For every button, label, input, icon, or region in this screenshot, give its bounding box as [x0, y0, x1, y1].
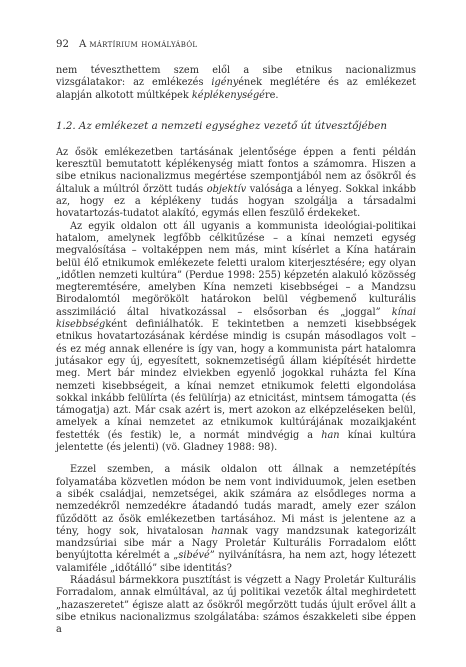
paragraph-gap [56, 454, 416, 464]
book-page [56, 38, 416, 636]
emphasis-text: han [321, 429, 340, 441]
emphasis-text: kínai kisebbség [56, 306, 416, 331]
page-number: 92 [56, 39, 69, 50]
emphasis-text: han [211, 525, 230, 537]
paragraph: Ráadásul bármekkora pusztítást is végzett a Nagy Proletár Kulturális Forradalom, annak elmúltával, az új politikai vezetők által meghirdetett „hazaszeretet” égisze alatt az ősökről megőrzött tudás újult erővel állt a sibe etnikus nacionalizmus szolgálatába: számos északkeleti sibe éppen a [56, 574, 416, 636]
running-header [56, 38, 416, 51]
paragraph-continuation: nem téveszthettem szem elől a sibe etnikus nacionalizmus vizsgálatakor: az emlékezés igényének meglétére és az emlékezet alapján alkotott múltképek képlékenységére. [56, 65, 416, 101]
paragraph: Az egyik oldalon ott áll ugyanis a kommunista ideológiai-politikai hatalom, amelynek legfőbb célkitűzése – a kínai nemzeti egység megvalósítása – voltaképpen nem más, mint kísérlet a Kína határain belül élő etnikumok emlékezete feletti uralom kiterjesztésére; egy olyan „időtlen nemzeti kultúra” (Perdue 1998: 255) képzetén alakuló közösség megteremtésére, amelyben Kína nemzeti kisebbségei – a Mandzsu Birodalomtól megörökölt határokon belül végbemenő kulturális asszimiláció által hivatkozással – elsősorban és „joggal” kínai kisebbségként definiálhatók. E tekintetben a nemzeti kisebbségek etnikus hovatartozásának kérdése mindig is csupán másodlagos volt – és ez még annak ellenére is így van, hogy a kommunista párt hatalomra jutásakor egy új, egyesített, soknemzetiségű állam kiépítését hirdette meg. Mert bár mindez elviekben egyenlő jogokkal ruházta fel Kína nemzeti kisebbségeit, a kínai nemzet etnikumok feletti elgondolása sokkal inkább felülírta (és felülírja) az etnicitást, mintsem támogatta (és támogatja) azt. Már csak azért is, mert azokon az elképzeléseken belül, amelyek a kínai nemzetet az etnikumok kultúrájának mozaikjaként festették (és festik) le, a normát mindvégig a han kínai kultúra jelentette (és jelenti) (vö. Gladney 1988: 98). [56, 220, 416, 454]
running-title: mártírium homályából [89, 39, 198, 50]
emphasis-text: objektív [206, 183, 247, 195]
emphasis-text: képlékenységé [191, 89, 265, 101]
running-title-initial: A [78, 39, 87, 50]
emphasis-text: igény [211, 77, 239, 89]
section-heading: 1.2. Az emlékezet a nemzeti egységhez vezető út útvesztőjében [56, 119, 387, 132]
paragraph: Az ősök emlékezetben tartásának jelentősége éppen a fenti példán keresztül bemutatott képlékenység miatt fontos a számomra. Hiszen a sibe etnikus nacionalizmus megértése szempontjából nem az ősökről és általuk a múltról őrzött tudás objektív valósága a lényeg. Sokkal inkább az, hogy ez a képlékeny tudás hogyan szolgálja a társadalmi hovatartozás-tudatot alakító, egymás ellen feszülő érdekeket. [56, 146, 416, 220]
paragraph: Ezzel szemben, a másik oldalon ott állnak a nemzetépítés folyamatába közvetlen módon be nem vont individuumok, jelen esetben a sibék családjai, nemzetségei, akik számára az elsődleges norma a nemzedékről nemzedékre átadandó tudás maradt, amely ezer szálon fűződött az ősök emlékezetben tartásához. Mi mást is jelentene az a tény, hogy sok, hivatalosan hannak vagy mandzsunak kategorizált mandzsúriai sibe már a Nagy Proletár Kulturális Forradalom előtt benyújtotta kérelmét a „sibévé” nyilvánításra, ha nem azt, hogy létezett valamiféle „időtálló” sibe identitás? [56, 464, 416, 574]
emphasis-text: sibévé [178, 550, 210, 562]
